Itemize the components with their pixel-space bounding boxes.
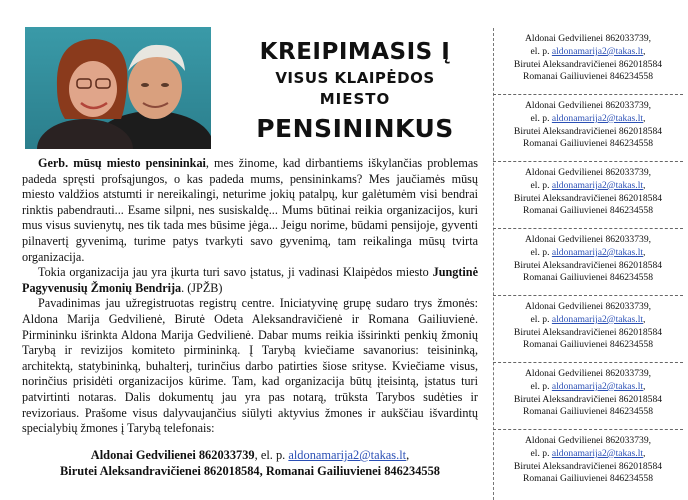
tab-line-4: Romanai Gailiuvienei 846234558 bbox=[522, 339, 654, 351]
tab-line-2-end: , bbox=[643, 380, 646, 392]
tab-email-link[interactable]: aldonamarija2@takas.lt bbox=[551, 45, 644, 57]
headline-line-3: MIESTO bbox=[319, 90, 391, 108]
tab-email-link[interactable]: aldonamarija2@takas.lt bbox=[551, 380, 644, 392]
tab-line-1: Aldonai Gedvilienei 862033739, bbox=[524, 167, 652, 178]
tab-line-3: Birutei Aleksandravičienei 862018584 bbox=[513, 460, 663, 472]
tab-line-2 bbox=[493, 314, 683, 327]
tab-line-2 bbox=[493, 113, 683, 126]
organization-name: Jungtinė Pagyvenusių Žmonių Bendrija bbox=[22, 265, 478, 295]
tab-line-4: Romanai Gailiuvienei 846234558 bbox=[522, 473, 654, 485]
tab-line-4: Romanai Gailiuvienei 846234558 bbox=[522, 205, 654, 217]
tear-off-tab[interactable] bbox=[493, 430, 683, 497]
tab-email-link[interactable]: aldonamarija2@takas.lt bbox=[551, 112, 644, 124]
tab-line-4: Romanai Gailiuvienei 846234558 bbox=[522, 138, 654, 150]
tab-email-prefix: el. p. bbox=[530, 179, 552, 191]
contact-line-2 bbox=[22, 463, 478, 479]
tab-line-2-end: , bbox=[643, 447, 646, 459]
tab-line-3: Birutei Aleksandravičienei 862018584 bbox=[513, 326, 663, 338]
tab-email-prefix: el. p. bbox=[530, 112, 552, 124]
tab-email-link[interactable]: aldonamarija2@takas.lt bbox=[551, 313, 644, 325]
tear-off-tab[interactable] bbox=[493, 28, 683, 95]
tab-line-1: Aldonai Gedvilienei 862033739, bbox=[524, 100, 652, 111]
tab-email-link[interactable]: aldonamarija2@takas.lt bbox=[551, 447, 644, 459]
paragraph-2-tail: . (JPŽB) bbox=[181, 280, 223, 295]
tab-email-link[interactable]: aldonamarija2@takas.lt bbox=[551, 246, 644, 258]
headline bbox=[220, 36, 490, 144]
greeting: Gerb. mūsų miesto pensininkai bbox=[38, 156, 206, 170]
contact-email-prefix: , el. p. bbox=[254, 448, 289, 462]
paragraph-2 bbox=[22, 265, 478, 296]
tab-line-1: Aldonai Gedvilienei 862033739, bbox=[524, 368, 652, 379]
tear-off-tab[interactable] bbox=[493, 363, 683, 430]
contact-line-1 bbox=[22, 447, 478, 463]
tab-line-2 bbox=[493, 180, 683, 193]
paragraph-2-text: Tokia organizacija jau yra įkurta turi savo įstatus, ji vadinasi Klaipėdos miesto bbox=[38, 265, 433, 280]
tear-off-tab[interactable] bbox=[493, 229, 683, 296]
headline-line-4: PENSININKUS bbox=[256, 114, 454, 143]
tab-line-3: Birutei Aleksandravičienei 862018584 bbox=[513, 58, 663, 70]
tab-line-4: Romanai Gailiuvienei 846234558 bbox=[522, 272, 654, 284]
tab-line-3: Birutei Aleksandravičienei 862018584 bbox=[513, 192, 663, 204]
tab-line-3: Birutei Aleksandravičienei 862018584 bbox=[513, 259, 663, 271]
tab-line-2 bbox=[493, 247, 683, 260]
appeal-body bbox=[22, 156, 478, 437]
tab-line-1: Aldonai Gedvilienei 862033739, bbox=[524, 435, 652, 446]
tab-line-4: Romanai Gailiuvienei 846234558 bbox=[522, 406, 654, 418]
tab-email-link[interactable]: aldonamarija2@takas.lt bbox=[551, 179, 644, 191]
contact-others: Birutei Aleksandravičienei 862018584, Romanai Gailiuvienei 846234558 bbox=[60, 464, 440, 478]
tear-off-tab[interactable] bbox=[493, 296, 683, 363]
contact-line-1-end: , bbox=[406, 448, 410, 462]
tab-email-prefix: el. p. bbox=[530, 313, 552, 325]
paragraph-3: Pavadinimas jau užregistruotas registrų centre. Iniciatyvinę grupę sudaro trys žmonės: Aldona Marija Gedvilienė, Birutė Odeta Aleksandravičienė ir Romana Gailiuvienė. Pirmininku išrinkta Aldona Marija Gedvilienė. Dabar mums reikia išsirinkti penkių žmonių Tarybą ir revizijos komiteto pirmininką. Į Tarybą kviečiame savanorius: teisininką, architektą, statybininką, buhalterį, turinčius darbo patirties šiose srityse. Kviečiame visus, norinčius prisidėti organizacijos kūrime. Tam, kad organizacija būtų įteisintą, įstatus turi patvirtinti notaras. Dalis dokumentų jau yra pas notarą, trūksta Tarybos sudėties ir revizoriaus. Prašome visus dalyvaujančius siūlyti aktyvius žmones ir aukščiau išvardintų specialybių žmones į Tarybą telefonais: bbox=[22, 296, 478, 436]
tab-line-2 bbox=[493, 448, 683, 461]
tab-line-2-end: , bbox=[643, 246, 646, 258]
couple-photo bbox=[25, 27, 211, 149]
tab-line-3: Birutei Aleksandravičienei 862018584 bbox=[513, 393, 663, 405]
paragraph-1-text: , mes žinome, kad dirbantiems iškylančias problemas padeda spręsti profsąjungos, o kas padeda mums, pensininkams? Mes jaučiamės mūsų miesto valdžios atstumti ir nereikalingi, neturime jokių patalpų, kur galėtumėm visi bendrai rinktis pabendrauti... Esame silpni, nes susiskaldę... Mums būtinai reikia organizacijos, kuri mus visus suvienytų, nes tik tada mes būsime jėga... Jeigu norime, būdami pensijoje, gyventi pilnavertį gyvenimą, turime patys tvarkyti savo gyvenimą, tam reikalinga mūsų tvirta organizacija. bbox=[22, 156, 478, 264]
paragraph-1 bbox=[22, 156, 478, 265]
couple-photo-icon bbox=[25, 27, 211, 149]
tab-line-1: Aldonai Gedvilienei 862033739, bbox=[524, 33, 652, 44]
tab-line-4: Romanai Gailiuvienei 846234558 bbox=[522, 71, 654, 83]
contact-footer bbox=[22, 447, 478, 479]
tab-line-2 bbox=[493, 46, 683, 59]
tab-email-prefix: el. p. bbox=[530, 246, 552, 258]
tab-line-1: Aldonai Gedvilienei 862033739, bbox=[524, 234, 652, 245]
tab-line-1: Aldonai Gedvilienei 862033739, bbox=[524, 301, 652, 312]
contact-aldona: Aldonai Gedvilienei 862033739 bbox=[90, 448, 255, 462]
contact-email-link[interactable]: aldonamarija2@takas.lt bbox=[288, 448, 407, 462]
headline-line-1: KREIPIMASIS Į bbox=[259, 39, 451, 65]
tear-off-tab[interactable] bbox=[493, 95, 683, 162]
tab-line-2-end: , bbox=[643, 313, 646, 325]
tab-email-prefix: el. p. bbox=[530, 380, 552, 392]
tear-off-tabs bbox=[493, 28, 683, 500]
tear-off-tab[interactable] bbox=[493, 162, 683, 229]
tab-email-prefix: el. p. bbox=[530, 447, 552, 459]
tab-email-prefix: el. p. bbox=[530, 45, 552, 57]
tab-line-2-end: , bbox=[643, 179, 646, 191]
tab-line-2-end: , bbox=[643, 112, 646, 124]
headline-line-2: VISUS KLAIPĖDOS bbox=[275, 69, 435, 87]
tab-line-2 bbox=[493, 381, 683, 394]
tab-line-2-end: , bbox=[643, 45, 646, 57]
tab-line-3: Birutei Aleksandravičienei 862018584 bbox=[513, 125, 663, 137]
